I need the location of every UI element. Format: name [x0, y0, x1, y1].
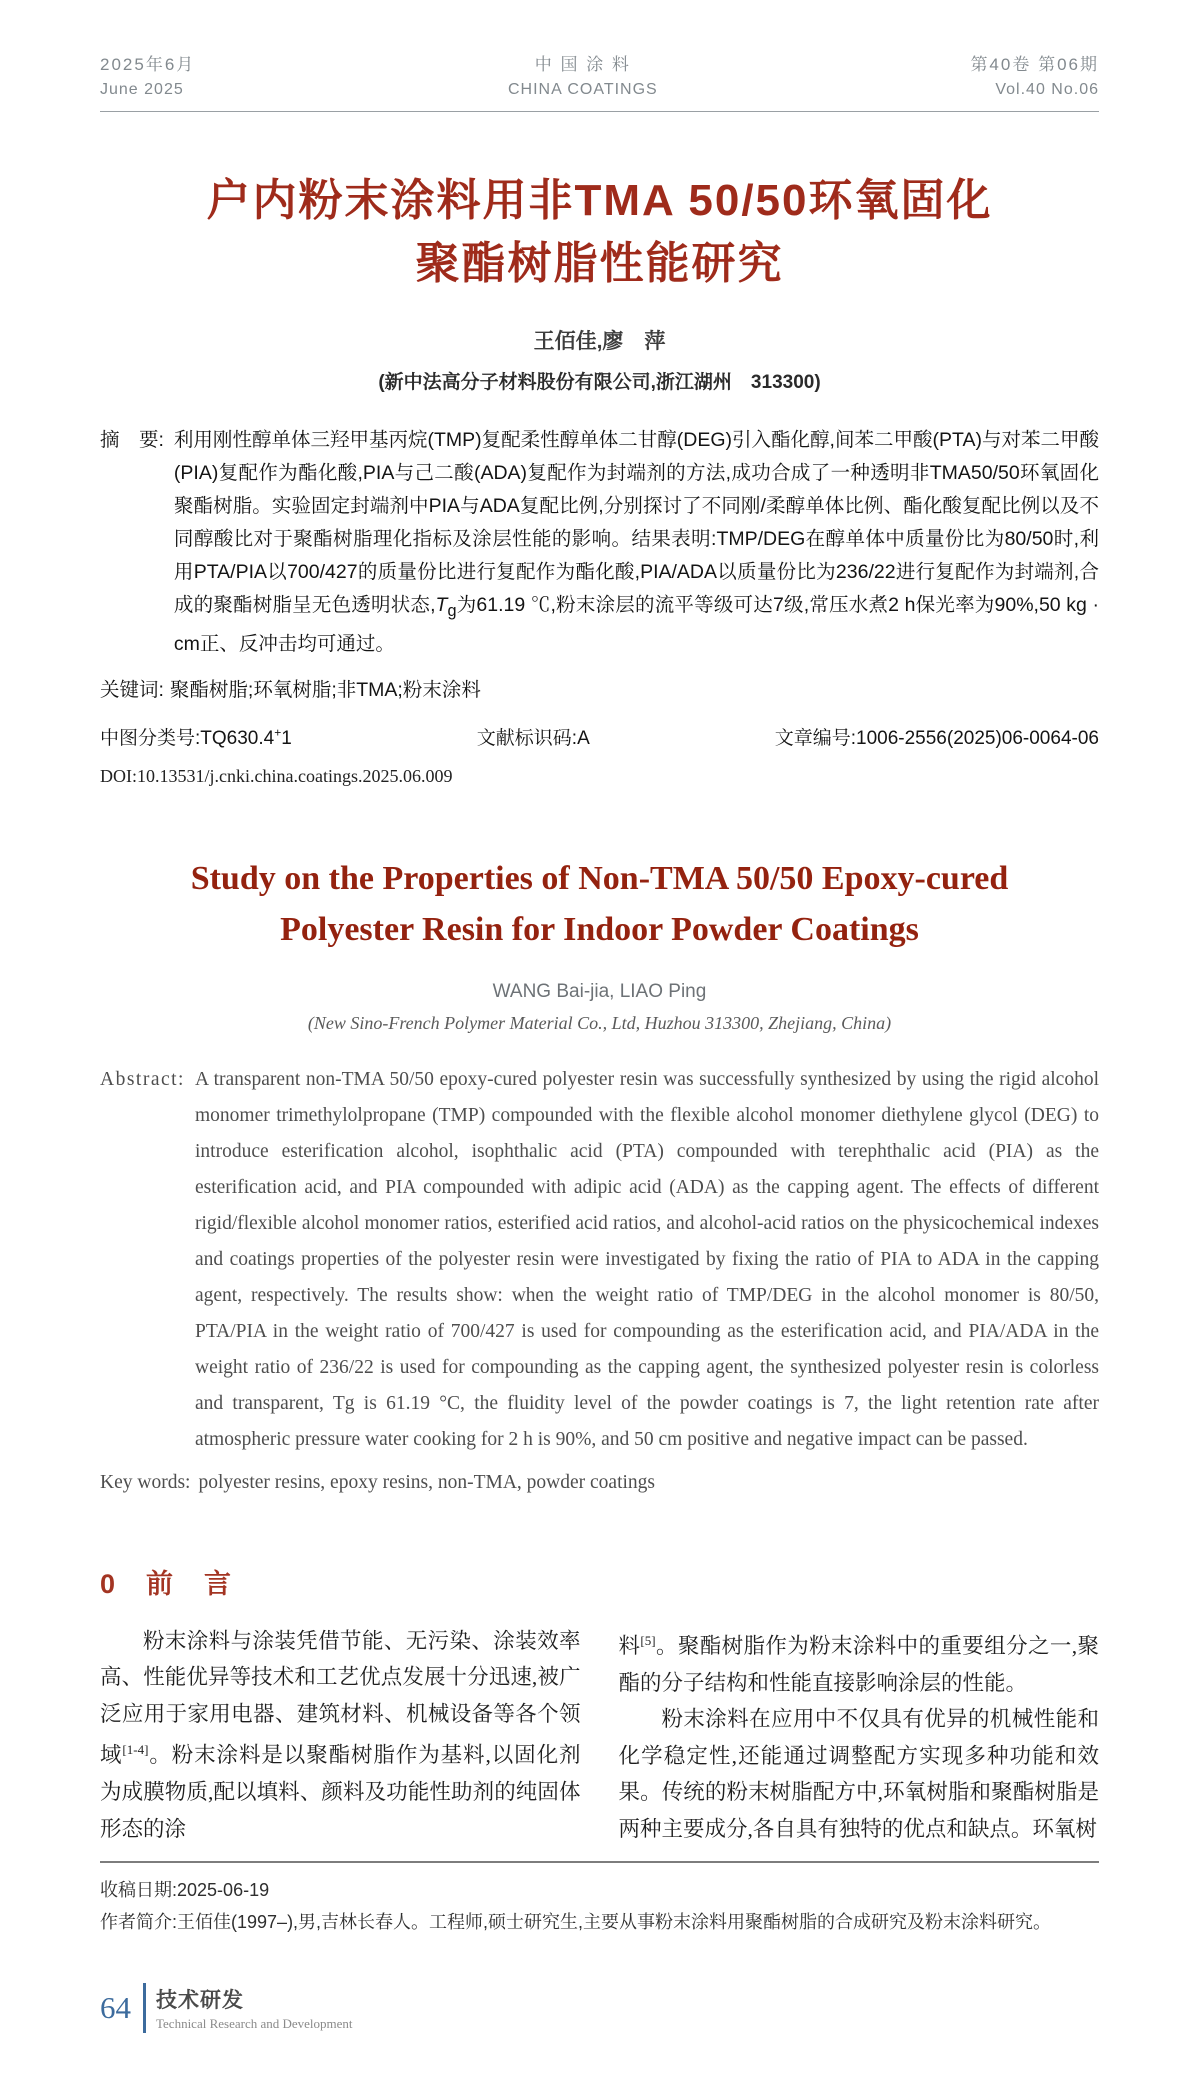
abstract-en — [100, 1062, 1099, 1458]
abstract-en-text: A transparent non-TMA 50/50 epoxy-cured polyester resin was successfully synthesized by using the rigid alcohol monomer trimethylolpropane (TMP) compounded with the flexible alcohol monomer diethylene glycol (DEG) to introduce esterification alcohol, isophthalic acid (PTA) compounded with terephthalic acid (PIA) as the esterification acid, and PIA compounded with adipic acid (ADA) as the capping agent. The effects of different rigid/flexible alcohol monomer ratios, esterified acid ratios, and alcohol-acid ratios on the physicochemical indexes and coatings properties of the polyester resin were investigated by fixing the ratio of PIA to ADA in the capping agent, respectively. The results show: when the weight ratio of TMP/DEG in the alcohol monomer is 80/50, PTA/PIA in the weight ratio of 700/427 is used for compounding as the esterification acid, and PIA/ADA in the weight ratio of 236/22 is used for compounding as the capping agent, the synthesized polyester resin is colorless and transparent, Tg is 61.19 °C, the fluidity level of the powder coatings is 7, the light retention rate after atmospheric pressure water cooking for 2 h is 90%, and 50 cm positive and negative impact can be passed. — [194, 1068, 1099, 1450]
abstract-cn-label: 摘 要: — [100, 429, 164, 452]
received-date-value: 2025-06-19 — [177, 1880, 270, 1901]
header-journal-name — [508, 52, 658, 103]
body-right-p1b: 。聚酯树脂作为粉末涂料中的重要组分之一,聚酯的分子结构和性能直接影响涂层的性能。 — [618, 1634, 1099, 1695]
journal-name-en: CHINA COATINGS — [508, 81, 658, 99]
footnote-block — [100, 1861, 1099, 1937]
clc-value: TQ630.4 — [200, 727, 275, 749]
article-id-label: 文章编号: — [774, 727, 856, 749]
footer-column-en: Technical Research and Development — [156, 2016, 353, 2032]
clc-tail: 1 — [281, 727, 292, 749]
document-code-label: 文献标识码: — [476, 727, 578, 749]
received-date — [100, 1875, 1099, 1905]
header-volume — [970, 52, 1099, 103]
body-columns — [100, 1623, 1099, 1847]
page-footer — [100, 1983, 1099, 2033]
header-date-cn: 2025年6月 — [100, 55, 196, 74]
document-code — [477, 723, 590, 750]
received-date-label: 收稿日期: — [100, 1880, 178, 1901]
affiliation-en: (New Sino-French Polymer Material Co., Ltd, Huzhou 313300, Zhejiang, China) — [307, 1012, 892, 1033]
header-date — [100, 52, 195, 103]
header-date-en: June 2025 — [100, 81, 184, 99]
clc-label: 中图分类号: — [100, 727, 201, 749]
keywords-cn-label: 关键词: — [100, 678, 164, 701]
authors-en: WANG Bai-jia, LIAO Ping — [492, 980, 707, 1002]
footer-column-title — [156, 1984, 353, 2032]
affiliation-cn: (新中法高分子材料股份有限公司,浙江湖州 313300) — [378, 372, 821, 394]
keywords-en-label: Key words: — [100, 1471, 191, 1493]
article-title-cn-line1: 户内粉末涂料用非TMA 50/50环氧固化 — [206, 176, 993, 226]
body-column-right — [619, 1623, 1100, 1847]
journal-header — [100, 52, 1099, 112]
abstract-en-label: Abstract: — [100, 1068, 185, 1090]
article-title-en — [100, 853, 1099, 955]
doi: DOI:10.13531/j.cnki.china.coatings.2025.06.009 — [100, 765, 453, 786]
abstract-cn — [100, 424, 1099, 661]
author-bio-text: 王佰佳(1997–),男,吉林长春人。工程师,硕士研究生,主要从事粉末涂料用聚酯树脂的合成研究及粉末涂料研究。 — [177, 1912, 1052, 1933]
body-left-paragraph — [100, 1623, 581, 1847]
article-title-cn — [100, 170, 1099, 295]
footer-column-cn: 技术研发 — [156, 1989, 244, 2013]
clc-number — [100, 723, 292, 750]
authors-cn: 王佰佳,廖 萍 — [533, 330, 666, 354]
reference-5: [5] — [640, 1632, 656, 1648]
abstract-cn-tg-symbol: T — [435, 594, 448, 617]
article-title-en-line1: Study on the Properties of Non-TMA 50/50 Epoxy-cured — [190, 859, 1009, 897]
body-right-paragraph-2: 粉末涂料在应用中不仅具有优异的机械性能和化学稳定性,还能通过调整配方实现多种功能和效果。传统的粉末树脂配方中,环氧树脂和聚酯树脂是两种主要成分,各自具有独特的优点和缺点。环氧树 — [618, 1707, 1099, 1841]
abstract-cn-part2: 为61.19 ℃,粉末涂层的流平等级可达7级,常压水煮2 h保光率为90%,50 kg · cm正、反冲击均可通过。 — [173, 594, 1099, 655]
journal-name-cn: 中 国 涂 料 — [534, 55, 631, 74]
abstract-cn-tg-subscript: g — [447, 601, 457, 620]
body-right-p1a: 料 — [618, 1634, 641, 1659]
document-code-value: A — [577, 727, 590, 749]
body-right-paragraph-1 — [619, 1623, 1100, 1701]
header-volume-cn: 第40卷 第06期 — [970, 55, 1099, 74]
abstract-cn-part1: 利用刚性醇单体三羟甲基丙烷(TMP)复配柔性醇单体二甘醇(DEG)引入酯化醇,间苯二甲酸(PTA)与对苯二甲酸(PIA)复配作为酯化酸,PIA与己二酸(ADA)复配作为封端剂的方法,成功合成了一种透明非TMA50/50环氧固化聚酯树脂。实验固定封端剂中PIA与ADA复配比例,分别探讨了不同刚/柔醇单体比例、酯化酸复配比例以及不同醇酸比对于聚酯树脂理化指标及涂层性能的影响。结果表明:TMP/DEG在醇单体中质量份比为80/50时,利用PTA/PIA以700/427的质量份比进行复配作为酯化酸,PIA/ADA以质量份比为236/22进行复配作为封端剂,合成的聚酯树脂呈无色透明状态, — [173, 429, 1099, 617]
article-id-value: 1006-2556(2025)06-0064-06 — [856, 727, 1099, 749]
article-meta-row — [100, 723, 1099, 750]
article-title-en-line2: Polyester Resin for Indoor Powder Coatings — [280, 910, 919, 948]
clc-superscript: + — [274, 725, 282, 740]
section-0-heading: 0 前 言 — [100, 1568, 234, 1599]
body-left-p1a: 粉末涂料与涂装凭借节能、无污染、涂装效率高、性能优异等技术和工艺优点发展十分迅速,被广泛应用于家用电器、建筑材料、机械设备等各个领域 — [100, 1628, 581, 1768]
article-id — [775, 723, 1099, 750]
body-column-left — [100, 1623, 581, 1847]
body-left-p1b: 。粉末涂料是以聚酯树脂作为基料,以固化剂为成膜物质,配以填料、颜料及功能性助剂的纯固体形态的涂 — [100, 1743, 581, 1841]
author-bio-label: 作者简介: — [100, 1912, 178, 1933]
keywords-en-text: polyester resins, epoxy resins, non-TMA, powder coatings — [198, 1471, 655, 1493]
page-number: 64 — [100, 1990, 131, 2026]
reference-1-4: [1-4] — [122, 1742, 149, 1758]
footer-divider-bar — [143, 1983, 146, 2033]
keywords-cn — [100, 675, 1099, 705]
abstract-cn-text — [174, 424, 1099, 661]
article-title-cn-line2: 聚酯树脂性能研究 — [415, 238, 784, 288]
author-bio — [100, 1907, 1099, 1937]
keywords-cn-text: 聚酯树脂;环氧树脂;非TMA;粉末涂料 — [169, 678, 481, 701]
header-volume-en: Vol.40 No.06 — [995, 81, 1099, 99]
keywords-en — [100, 1466, 1099, 1500]
